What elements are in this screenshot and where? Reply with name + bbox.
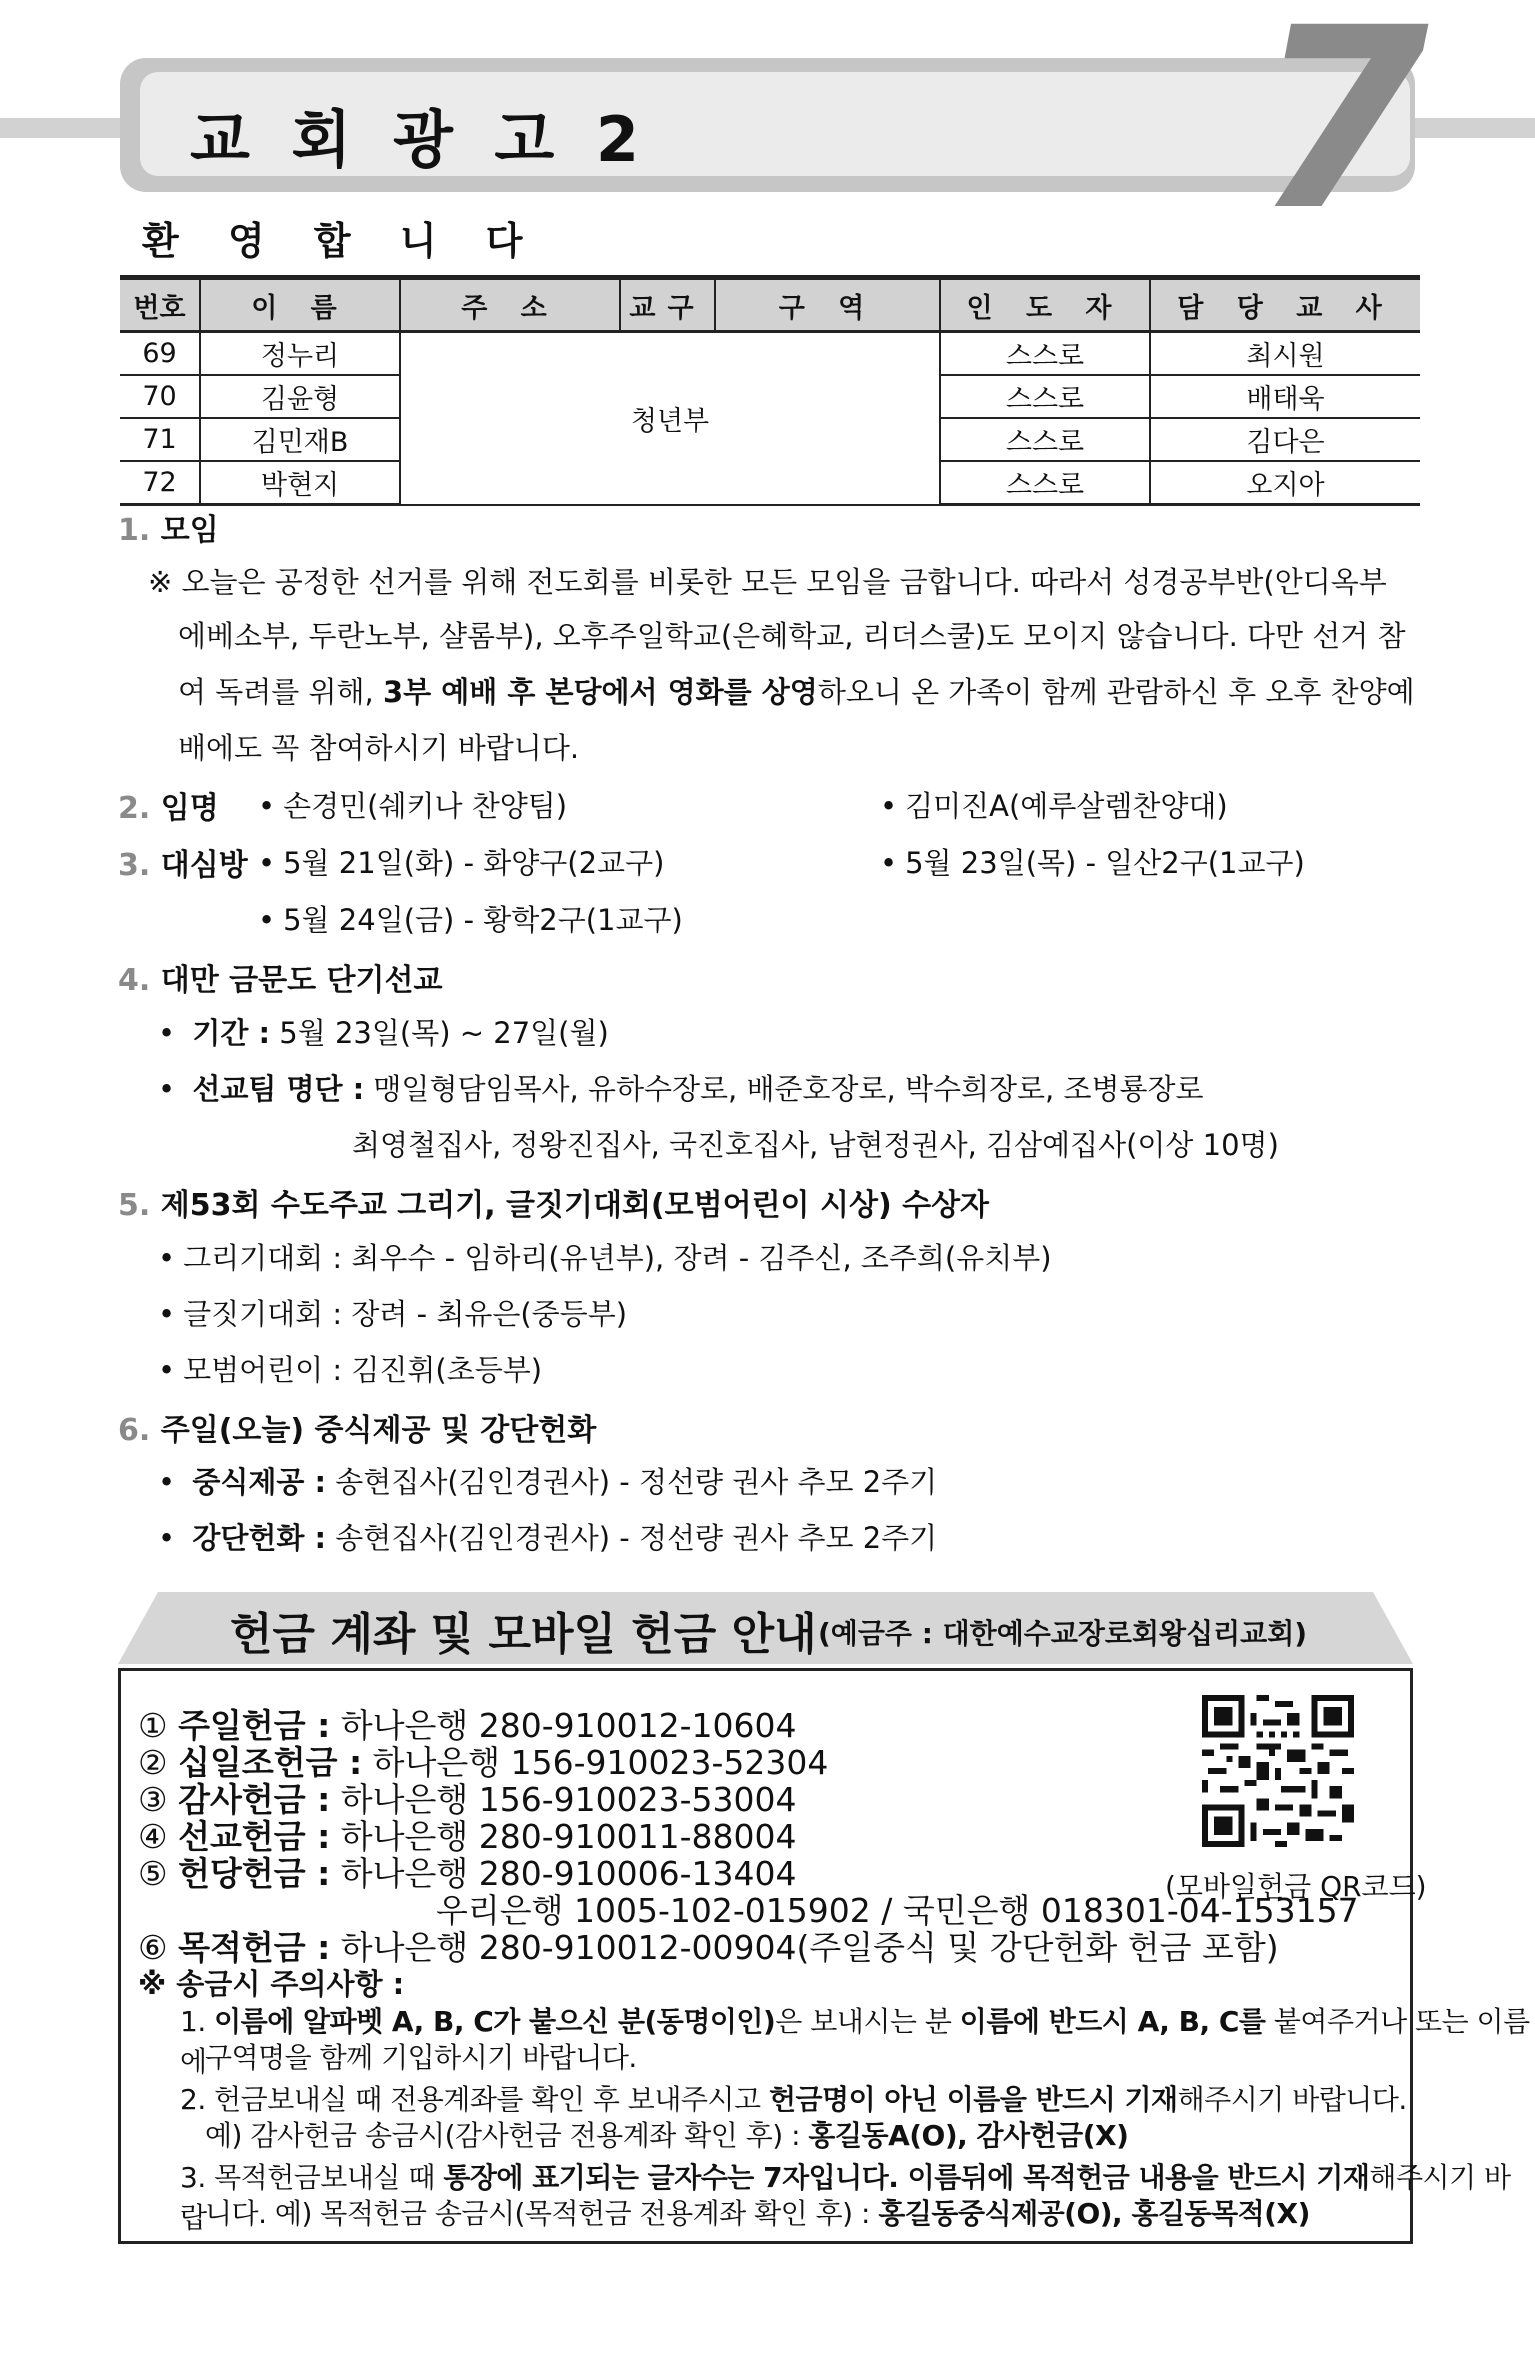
col-number: 번호: [120, 278, 200, 332]
visit-item: • 5월 21일(화) - 화양구(2교구): [258, 841, 664, 882]
section-6-heading: 6. 주일(오늘) 중식제공 및 강단헌화: [118, 1413, 597, 1448]
section-3-heading: 3. 대심방: [118, 848, 248, 883]
mission-team: • 선교팀 명단 : 맹일형담임목사, 유하수장로, 배준호장로, 박수희장로, 조병룡장로: [158, 1067, 1204, 1108]
newcomer-table: [120, 275, 1420, 506]
table-header-row: [120, 278, 1420, 332]
page-title: 교 회 광 고 2: [190, 103, 650, 176]
col-address: 주 소: [400, 278, 620, 332]
donation-account-holder: (예금주 : 대한예수교장로회왕십리교회): [818, 1617, 1308, 1650]
section-5-heading: 5. 제53회 수도주교 그리기, 글짓기대회(모범어린이 시상) 수상자: [118, 1188, 990, 1223]
note-3: 3. 목적헌금보내실 때 통장에 표기되는 글자수는 7자입니다. 이름뒤에 목적헌금 내용을 반드시 기재해주시기 바랍: [180, 2161, 1511, 2234]
cell-number: 72: [120, 461, 200, 505]
account-building-extra: 우리은행 1005-102-015902 / 국민은행 018301-04-153157: [436, 1891, 1359, 1930]
meal-provision: • 중식제공 : 송현집사(김인경권사) - 정선량 권사 추모 2주기: [158, 1460, 937, 1501]
note-1: 1. 이름에 알파벳 A, B, C가 붙으신 분(동명이인)은 보내시는 분 이름에 반드시 A, B, C를 붙여주거나 또는 이름에: [180, 2005, 1530, 2078]
cell-number: 69: [120, 332, 200, 376]
cell-district-merged: 청년부: [400, 332, 940, 505]
page-number: 7: [1255, 0, 1429, 265]
cell-guide: 스스로: [940, 461, 1150, 505]
award-item: • 그리기대회 : 최우수 - 임하리(유년부), 장려 - 김주신, 조주희(유치부): [158, 1236, 1052, 1277]
col-district: 구 역: [715, 278, 940, 332]
cell-guide: 스스로: [940, 418, 1150, 461]
col-teacher: 담 당 교 사: [1150, 278, 1420, 332]
account-building: ⑤ 헌당헌금 : 하나은행 280-910006-13404: [138, 1854, 797, 1893]
donation-title: 헌금 계좌 및 모바일 헌금 안내: [230, 1609, 817, 1660]
cell-teacher: 오지아: [1150, 461, 1420, 505]
appointment-item: • 김미진A(예루살렘찬양대): [880, 784, 1228, 825]
visit-item: • 5월 23일(목) - 일산2구(1교구): [880, 841, 1305, 882]
cell-guide: 스스로: [940, 332, 1150, 376]
account-mission: ④ 선교헌금 : 하나은행 280-910011-88004: [138, 1817, 797, 1856]
cell-name: 박현지: [200, 461, 400, 505]
visit-item: • 5월 24일(금) - 황학2구(1교구): [258, 898, 683, 939]
appointment-item: • 손경민(쉐키나 찬양팀): [258, 784, 567, 825]
account-tithe: ② 십일조헌금 : 하나은행 156-910023-52304: [138, 1743, 829, 1782]
cell-guide: 스스로: [940, 375, 1150, 418]
cell-number: 71: [120, 418, 200, 461]
cell-name: 정누리: [200, 332, 400, 376]
account-sunday: ① 주일헌금 : 하나은행 280-910012-10604: [138, 1706, 797, 1745]
note-3-example: 니다. 예) 목적헌금 송금시(목적헌금 전용계좌 확인 후) : 홍길동중식제공(O), 홍길동목적(X): [205, 2197, 1310, 2230]
welcome-heading: 환 영 합 니 다: [142, 218, 541, 263]
section-2-heading: 2. 임명: [118, 791, 219, 826]
section-1-heading: 1. 모임: [118, 513, 219, 548]
mission-period: • 기간 : 5월 23일(목) ~ 27일(월): [158, 1011, 609, 1052]
cell-teacher: 김다은: [1150, 418, 1420, 461]
account-thanks: ③ 감사헌금 : 하나은행 156-910023-53004: [138, 1780, 797, 1819]
section-1-line: ※ 오늘은 공정한 선거를 위해 전도회를 비롯한 모든 모임을 금합니다. 따라서 성경공부반(안디옥부: [148, 565, 1387, 599]
cell-teacher: 배태욱: [1150, 375, 1420, 418]
note-2: 2. 헌금보내실 때 전용계좌를 확인 후 보내주시고 헌금명이 아닌 이름을 반드시 기재해주시기 바랍니다.: [180, 2083, 1407, 2116]
col-name: 이 름: [200, 278, 400, 332]
award-item: • 글짓기대회 : 장려 - 최유은(중등부): [158, 1292, 627, 1333]
mission-team-cont: 최영철집사, 정왕진집사, 국진호집사, 남현정권사, 김삼예집사(이상 10명): [352, 1128, 1279, 1162]
award-item: • 모범어린이 : 김진휘(초등부): [158, 1348, 542, 1389]
col-parish: 교구: [620, 278, 715, 332]
section-1-line: 배에도 꼭 참여하시기 바랍니다.: [178, 731, 580, 765]
table-row: [120, 332, 1420, 376]
account-purpose: ⑥ 목적헌금 : 하나은행 280-910012-00904(주일중식 및 강단헌화 헌금 포함): [138, 1928, 1279, 1967]
qr-caption: (모바일헌금 QR코드): [1165, 1870, 1427, 1903]
col-guide: 인 도 자: [940, 278, 1150, 332]
section-4-heading: 4. 대만 금문도 단기선교: [118, 963, 443, 998]
cell-number: 70: [120, 375, 200, 418]
cell-name: 김민재B: [200, 418, 400, 461]
note-1-cont: 구역명을 함께 기입하시기 바랍니다.: [205, 2041, 637, 2074]
section-1-line: 에베소부, 두란노부, 샬롬부), 오후주일학교(은혜학교, 리더스쿨)도 모이지 않습니다. 다만 선거 참: [178, 619, 1406, 653]
section-1-line: 여 독려를 위해, 3부 예배 후 본당에서 영화를 상영하오니 온 가족이 함께 관람하신 후 오후 찬양예: [178, 675, 1415, 709]
note-2-example: 예) 감사헌금 송금시(감사헌금 전용계좌 확인 후) : 홍길동A(O), 감사헌금(X): [205, 2119, 1129, 2152]
cell-name: 김윤형: [200, 375, 400, 418]
altar-flowers: • 강단헌화 : 송현집사(김인경권사) - 정선량 권사 추모 2주기: [158, 1516, 937, 1557]
notes-title: ※ 송금시 주의사항 :: [138, 1967, 405, 2001]
qr-code-icon[interactable]: [1202, 1695, 1354, 1847]
cell-teacher: 최시원: [1150, 332, 1420, 376]
